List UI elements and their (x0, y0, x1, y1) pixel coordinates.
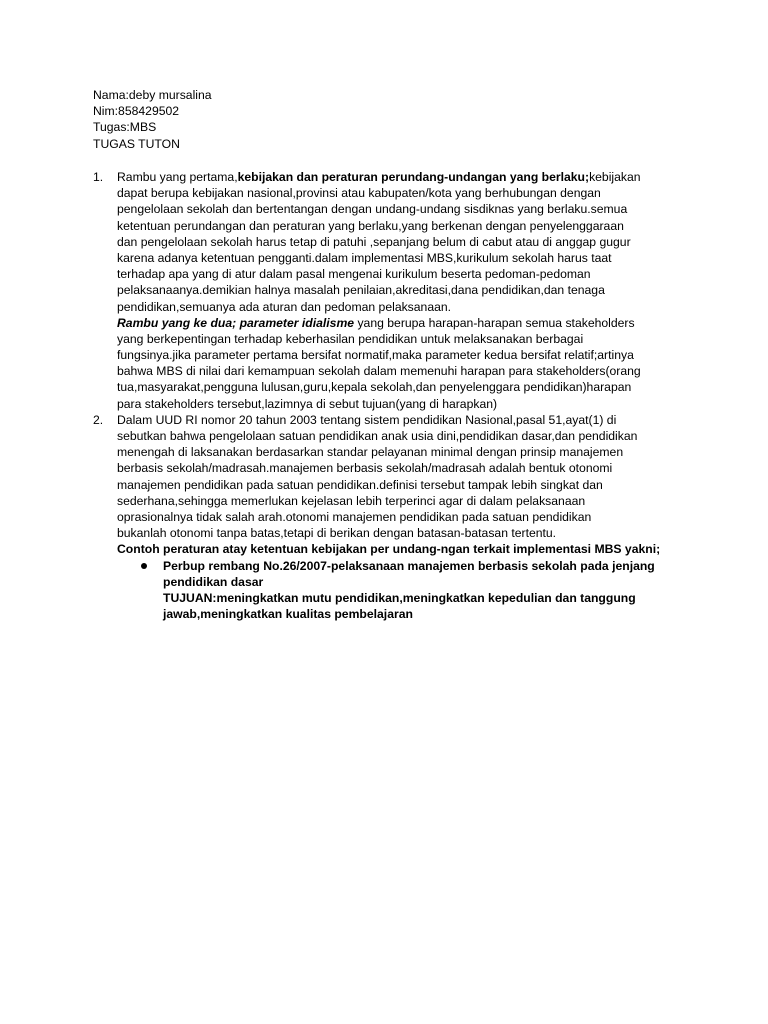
paragraph-line (117, 169, 693, 185)
paragraph-line: fungsinya.jika parameter pertama bersifat normatif,maka parameter kedua bersifat relatif;artinya (117, 348, 634, 363)
paragraph-line: berbasis sekolah/madrasah.manajemen berbasis sekolah/madrasah adalah bentuk otonomi (117, 461, 613, 476)
bullet-line: jawab,meningkatkan kualitas pembelajaran (163, 607, 413, 622)
paragraph-line: manajemen pendidikan pada satuan pendidikan.definisi tersebut tampak lebih singkat dan (117, 477, 603, 492)
paragraph-line: dapat berupa kebijakan nasional,provinsi atau kabupaten/kota yang berhubungan dengan (117, 186, 601, 201)
nim-line: Nim:858429502 (93, 104, 180, 119)
paragraph-line: bukanlah otonomi tanpa batas,tetapi di berikan dengan batasan-batasan tertentu. (117, 526, 557, 541)
list-number: 2. (93, 412, 104, 427)
text-run: kebijakan (589, 170, 641, 184)
paragraph-line: terhadap apa yang di atur dalam pasal mengenai kurikulum beserta pedoman-pedoman (117, 267, 591, 282)
paragraph-line: Dalam UUD RI nomor 20 tahun 2003 tentang sistem pendidikan Nasional,pasal 51,ayat(1) di (117, 412, 617, 427)
bullet-line: TUJUAN:meningkatkan mutu pendidikan,meningkatkan kepedulian dan tanggung (163, 590, 636, 605)
paragraph-line: oprasionalnya tidak salah arah.otonomi manajemen pendidikan pada satuan pendidikan (117, 509, 592, 524)
paragraph-line: menengah di laksanakan berdasarkan standar pelayanan minimal dengan prinsip manajemen (117, 445, 624, 460)
assignment-line: Tugas:MBS (93, 120, 157, 135)
document-title: TUGAS TUTON (93, 136, 180, 151)
paragraph-line: dan pengelolaan sekolah harus tetap di patuhi ,sepanjang belum di cabut atau di anggap gugur (117, 234, 631, 249)
list-item-1 (93, 169, 693, 412)
bullet-item (117, 558, 693, 623)
paragraph-line: pengelolaan sekolah dan bertentangan dengan undang-undang sisdiknas yang berlaku.semua (117, 202, 628, 217)
paragraph-line: pendidikan,semuanya ada aturan dan pedoman pelaksanaan. (117, 299, 452, 314)
bullet-line: pendidikan dasar (163, 574, 264, 589)
paragraph-line (117, 315, 693, 331)
paragraph-line: pelaksanaanya.demikian halnya masalah penilaian,akreditasi,dana pendidikan,dan tenaga (117, 283, 605, 298)
paragraph-line: sederhana,sehingga memerlukan kejelasan lebih terperinci agar di dalam pelaksanaan (117, 493, 586, 508)
name-line: Nama:deby mursalina (93, 88, 212, 102)
document-header (93, 87, 212, 152)
list-number: 1. (93, 170, 104, 184)
text-run: Rambu yang pertama, (117, 170, 238, 184)
paragraph-line: ketentuan perundangan dan peraturan yang berlaku,yang berkenan dengan penyelenggaraan (117, 218, 624, 233)
bold-italic-run: Rambu yang ke dua; parameter idialisme (117, 315, 355, 330)
paragraph-line: bahwa MBS di nilai dari kemampuan sekolah dalam memenuhi harapan para stakeholders(orang (117, 364, 641, 379)
paragraph-line: para stakeholders tersebut,lazimnya di sebut tujuan(yang di harapkan) (117, 396, 498, 411)
paragraph-line: yang berkepentingan terhadap keberhasilan pendidikan untuk melaksanakan berbagai (117, 331, 584, 346)
list-item-2 (93, 412, 693, 622)
paragraph-line: karena adanya ketentuan pengganti.dalam implementasi MBS,kurikulum sekolah harus taat (117, 250, 612, 265)
paragraph-line: tua,masyarakat,pengguna lulusan,guru,kepala sekolah,dan penyelenggara pendidikan)harapan (117, 380, 632, 395)
paragraph-line: Contoh peraturan atay ketentuan kebijakan per undang-ngan terkait implementasi MBS yakni; (117, 542, 661, 557)
paragraph-line: sebutkan bahwa pengelolaan satuan pendidikan anak usia dini,pendidikan dasar,dan pendidikan (117, 429, 638, 443)
bullet-icon (141, 563, 147, 569)
bullet-line: Perbup rembang No.26/2007-pelaksanaan manajemen berbasis sekolah pada jenjang (163, 558, 655, 573)
bold-run: kebijakan dan peraturan perundang-undangan yang berlaku; (237, 170, 590, 184)
text-run: yang berupa harapan-harapan semua stakeholders (354, 315, 635, 330)
numbered-list (93, 169, 693, 622)
